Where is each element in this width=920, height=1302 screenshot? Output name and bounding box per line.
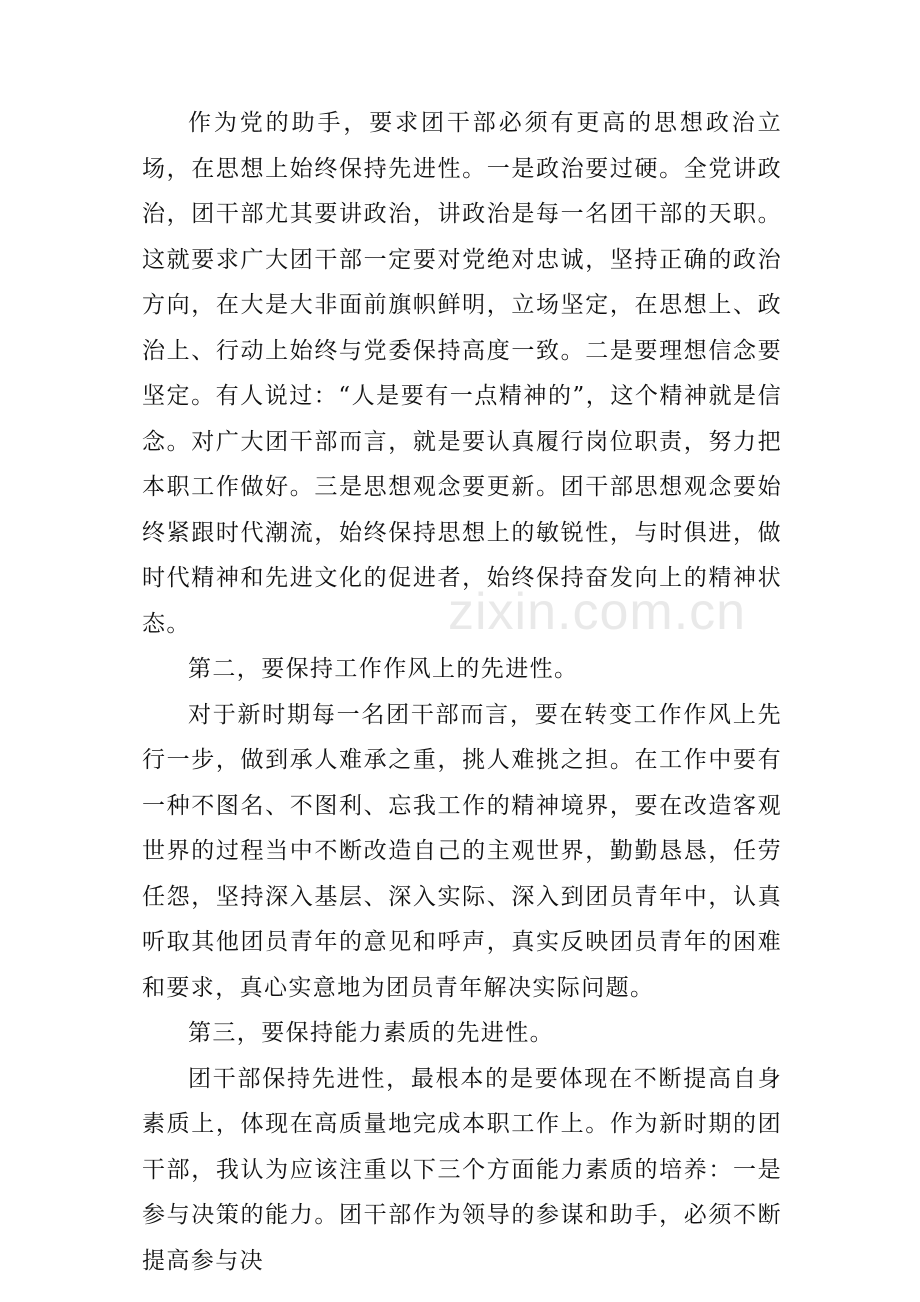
watermark-text: zixin.com.cn [448,583,747,641]
paragraph-heading-work-style: 第二，要保持工作作风上的先进性。 [188,656,579,682]
paragraph-political-stance: 作为党的助手，要求团干部必须有更高的思想政治立场，在思想上始终保持先进性。一是政治要过硬。全党讲政治，团干部尤其要讲政治，讲政治是每一名团干部的天职。这就要求广大团干部一定要对党绝对忠诚，坚持正确的政治方向，在大是大非面前旗帜鲜明，立场坚定，在思想上、政治上、行动上始终与党委保持高度一致。二是要理想信念要坚定。有人说过：“人是要有一点精神的”，这个精神就是信念。对广大团干部而言，就是要认真履行岗位职责，努力把本职工作做好。三是思想观念要更新。团干部思想观念要始终紧跟时代潮流，始终保持思想上的敏锐性，与时俱进，做时代精神和先进文化的促进者，始终保持奋发向上的精神状态。 [142,110,782,637]
paragraph-heading-ability: 第三，要保持能力素质的先进性。 [188,1020,554,1046]
document-body [142,101,782,1284]
paragraph-ability: 团干部保持先进性，最根本的是要体现在不断提高自身素质上，体现在高质量地完成本职工作上。作为新时期的团干部，我认为应该注重以下三个方面能力素质的培养：一是参与决策的能力。团干部作为领导的参谋和助手，必须不断提高参与决 [142,1065,782,1274]
paragraph-work-style: 对于新时期每一名团干部而言，要在转变工作作风上先行一步，做到承人难承之重，挑人难挑之担。在工作中要有一种不图名、不图利、忘我工作的精神境界，要在改造客观世界的过程当中不断改造自己的主观世界，勤勤恳恳，任劳任怨，坚持深入基层、深入实际、深入到团员青年中，认真听取其他团员青年的意见和呼声，真实反映团员青年的困难和要求，真心实意地为团员青年解决实际问题。 [142,701,782,1001]
